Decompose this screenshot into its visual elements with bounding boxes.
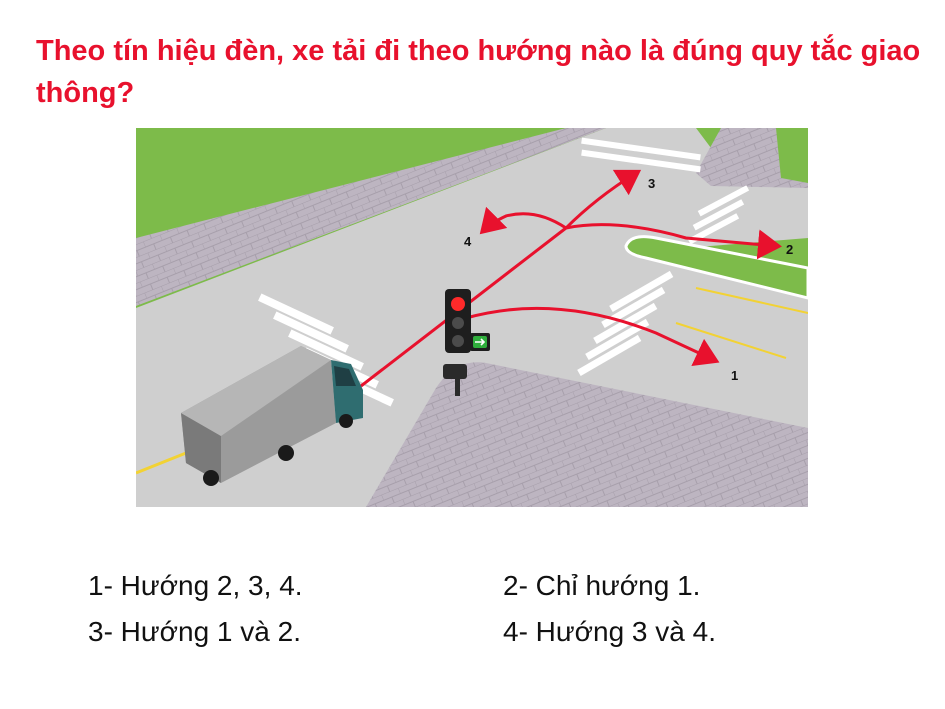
answer-option-4[interactable]: 4- Hướng 3 và 4. (503, 616, 716, 647)
intersection-illustration (136, 128, 808, 507)
direction-label-3: 3 (648, 176, 656, 191)
answer-option-1[interactable]: 1- Hướng 2, 3, 4. (88, 570, 303, 601)
direction-label-2: 2 (786, 242, 794, 257)
direction-label-1: 1 (731, 368, 739, 383)
green-light-icon (452, 335, 464, 347)
answer-option-2[interactable]: 2- Chỉ hướng 1. (503, 570, 701, 601)
question-text: Theo tín hiệu đèn, xe tải đi theo hướng nào là đúng quy tắc giao thông? (36, 35, 921, 109)
direction-label-4: 4 (464, 234, 472, 249)
answer-option-3[interactable]: 3- Hướng 1 và 2. (88, 616, 301, 647)
yellow-light-icon (452, 317, 464, 329)
grass-upper-right (776, 128, 808, 183)
red-light-icon (451, 297, 465, 311)
